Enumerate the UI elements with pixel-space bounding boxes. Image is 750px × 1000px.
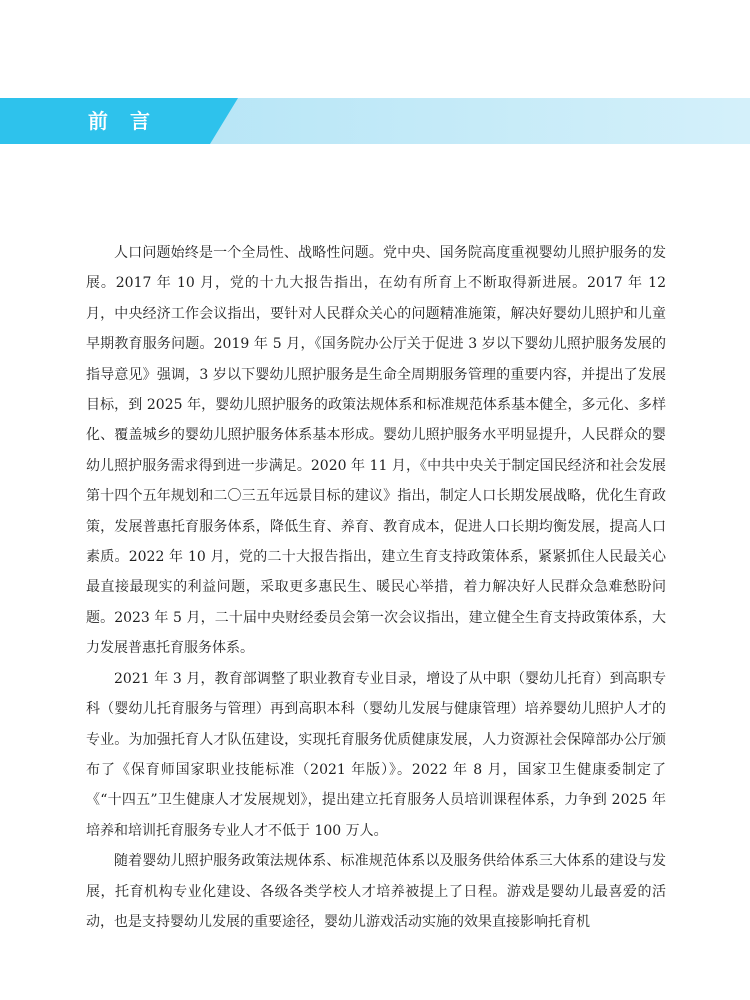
paragraph-3: 随着婴幼儿照护服务政策法规体系、标准规范体系以及服务供给体系三大体系的建设与发展，托育机构专业化建设、各级各类学校人才培养被提上了日程。游戏是婴幼儿最喜爱的活动，也是支持婴幼儿发展的重要途径，婴幼儿游戏活动实施的效果直接影响托育机 xyxy=(86,853,666,930)
preface-body xyxy=(86,238,666,937)
paragraph-2: 2021 年 3 月，教育部调整了职业教育专业目录，增设了从中职（婴幼儿托育）到高职专科（婴幼儿托育服务与管理）再到高职本科（婴幼儿发展与健康管理）培养婴幼儿照护人才的专业。为加强托育人才队伍建设，实现托育服务优质健康发展，人力资源社会保障部办公厅颁布了《保育师国家职业技能标准（2021 年版）》。2022 年 8 月，国家卫生健康委制定了《“十四五”卫生健康人才发展规划》，提出建立托育服务人员培训课程体系，力争到 2025 年培养和培训托育服务专业人才不低于 100 万人。 xyxy=(86,670,666,839)
section-header-banner xyxy=(0,98,750,144)
paragraph-1: 人口问题始终是一个全局性、战略性问题。党中央、国务院高度重视婴幼儿照护服务的发展。2017 年 10 月，党的十九大报告指出，在幼有所育上不断取得新进展。2017 年 12 月，中央经济工作会议指出，要针对人民群众关心的问题精准施策，解决好婴幼儿照护和儿童早期教育服务问题。2019 年 5 月，《国务院办公厅关于促进 3 岁以下婴幼儿照护服务发展的指导意见》强调，3 岁以下婴幼儿照护服务是生命全周期服务管理的重要内容，并提出了发展目标，到 2025 年，婴幼儿照护服务的政策法规体系和标准规范体系基本健全，多元化、多样化、覆盖城乡的婴幼儿照护服务体系基本形成。婴幼儿照护服务水平明显提升，人民群众的婴幼儿照护服务需求得到进一步满足。2020 年 11 月，《中共中央关于制定国民经济和社会发展第十四个五年规划和二〇三五年远景目标的建议》指出，制定人口长期发展战略，优化生育政策，发展普惠托育服务体系，降低生育、养育、教育成本，促进人口长期均衡发展，提高人口素质。2022 年 10 月，党的二十大报告指出，建立生育支持政策体系，紧紧抓住人民最关心最直接最现实的利益问题，采取更多惠民生、暖民心举措，着力解决好人民群众急难愁盼问题。2023 年 5 月，二十届中央财经委员会第一次会议指出，建立健全生育支持政策体系，大力发展普惠托育服务体系。 xyxy=(86,245,666,657)
page-title: 前言 xyxy=(88,109,172,133)
